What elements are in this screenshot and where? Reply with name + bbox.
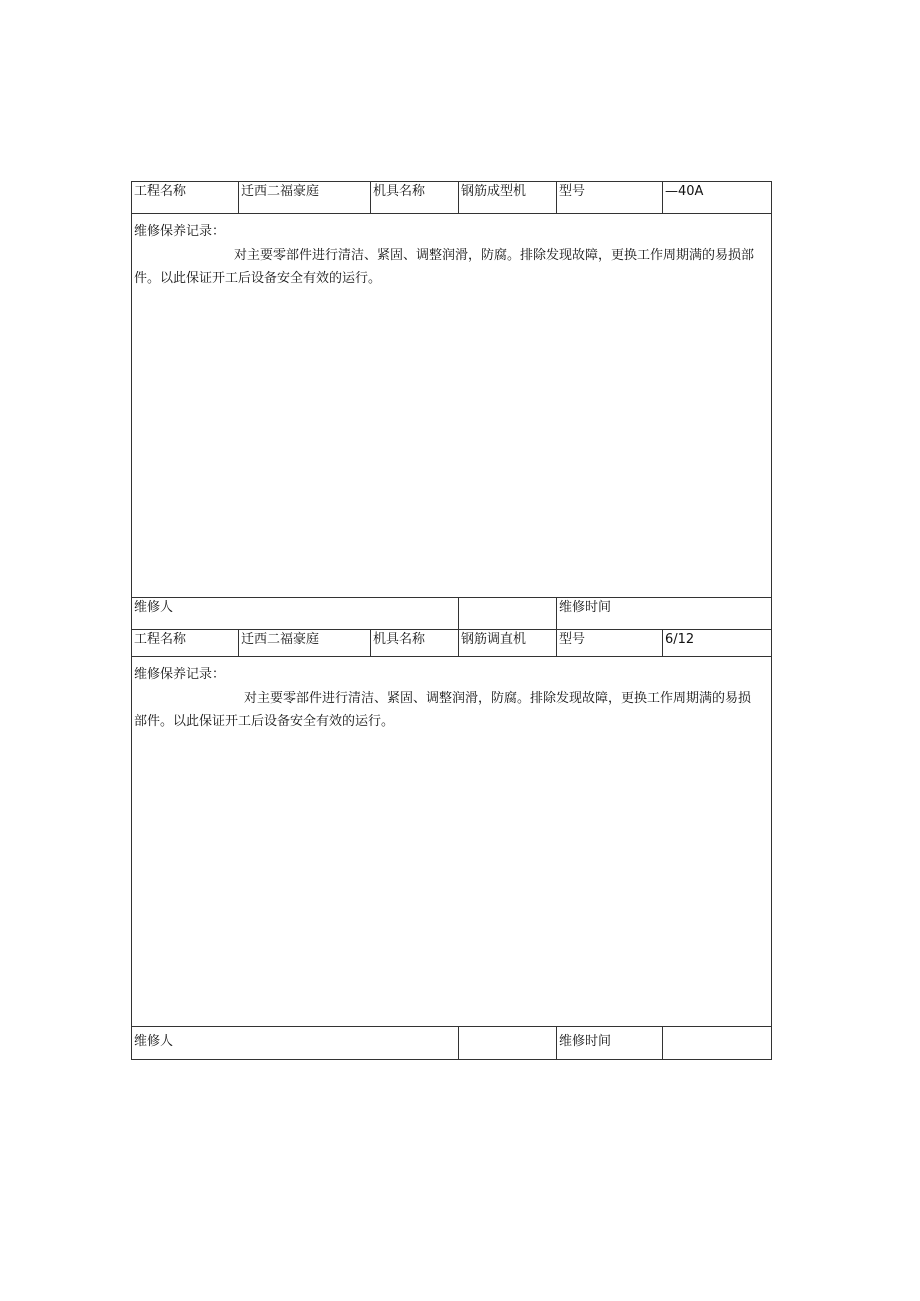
machine-name-label: 机具名称 [371,630,459,656]
record-text: 对主要零部件进行清洁、紧固、调整润滑，防腐。排除发现故障，更换工作周期满的易损部件。以此保证开工后设备安全有效的运行。 [134,691,752,729]
repairer-value [459,1027,557,1059]
maintenance-form-1 [131,181,772,630]
repairer-value [459,598,557,629]
repairer-label: 维修人 [132,1027,459,1059]
project-name-value: 迁西二福豪庭 [239,182,371,213]
record-label: 维修保养记录： [134,667,226,682]
project-name-value: 迁西二福豪庭 [239,630,371,656]
machine-name-value: 钢筋调直机 [459,630,557,656]
maintenance-form-2 [131,629,772,1060]
form-header-row [132,630,771,657]
model-label: 型号 [557,182,663,213]
model-value: 6/12 [665,632,695,647]
machine-name-label: 机具名称 [371,182,459,213]
maintenance-record [132,214,771,598]
maintenance-record [132,657,771,1027]
record-text: 对主要零部件进行清洁、紧固、调整润滑，防腐。排除发现故障，更换工作周期满的易损部件。以此保证开工后设备安全有效的运行。 [134,248,755,286]
repairer-label: 维修人 [132,598,459,629]
repair-time-label: 维修时间 [557,1027,663,1059]
project-name-label: 工程名称 [132,630,239,656]
repair-time-label: 维修时间 [559,600,612,615]
form-footer-row [132,598,771,629]
repair-time-value [663,1027,771,1059]
record-label: 维修保养记录： [134,224,226,239]
form-footer-row [132,1027,771,1059]
machine-name-value: 钢筋成型机 [459,182,557,213]
model-label: 型号 [557,630,663,656]
model-value: —40A [665,184,704,199]
project-name-label: 工程名称 [132,182,239,213]
form-header-row [132,182,771,214]
